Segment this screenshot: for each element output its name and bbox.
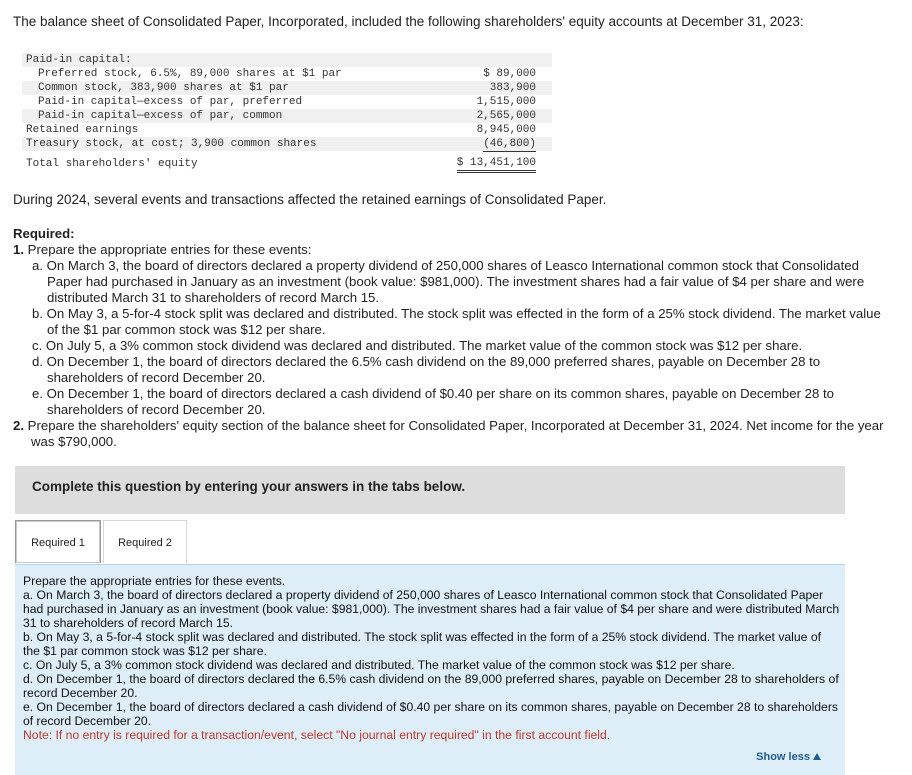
item-number: 2. bbox=[13, 418, 24, 433]
total-row bbox=[22, 155, 552, 173]
paid-in-capital-header: Paid-in capital: bbox=[26, 54, 132, 66]
table-row bbox=[22, 53, 552, 67]
table-row bbox=[22, 67, 552, 81]
panel-intro: Prepare the appropriate entries for these events. bbox=[23, 574, 286, 588]
during-text: During 2024, several events and transactions affected the retained earnings of Consolidated Paper. bbox=[13, 192, 607, 207]
tab-required-1[interactable] bbox=[15, 520, 101, 563]
instructions-banner bbox=[15, 466, 845, 514]
intro-text: The balance sheet of Consolidated Paper, Incorporated, included the following shareholders' equity accounts at December 31, 2023: bbox=[13, 14, 804, 29]
panel-item-c: c. On July 5, a 3% common stock dividend was declared and distributed. The market value of the common stock was $12 per share. bbox=[23, 658, 735, 672]
item-text: Prepare the appropriate entries for these events: bbox=[27, 242, 312, 257]
tab-label: Required 1 bbox=[31, 537, 85, 549]
row-label: Paid-in capital—excess of par, preferred bbox=[38, 96, 303, 108]
balance-sheet-table bbox=[22, 53, 552, 173]
row-amount: 383,900 bbox=[489, 82, 536, 94]
required-item-1 bbox=[13, 242, 893, 258]
panel-content bbox=[23, 574, 841, 742]
row-amount: $ 89,000 bbox=[483, 68, 536, 80]
tab-panel bbox=[15, 564, 845, 775]
panel-note: Note: If no entry is required for a transaction/event, select "No journal entry required" in the first account field. bbox=[23, 728, 611, 742]
table-row bbox=[22, 95, 552, 109]
required-subitem-a: a. On March 3, the board of directors declared a property dividend of 250,000 shares of Leasco International common stock that Consolidated Paper had purchased in January as an investment (book value: $981,000). The investment shares had a fair value of $4 per share and were distributed March 31 to shareholders of record March 15. bbox=[32, 258, 865, 305]
row-amount: (46,800) bbox=[483, 138, 536, 150]
show-less-label: Show less bbox=[756, 751, 810, 763]
caret-up-icon bbox=[813, 753, 821, 760]
panel-item-e: e. On December 1, the board of directors declared a cash dividend of $0.40 per share on its common shares, payable on December 28 to shareholders of record December 20. bbox=[23, 700, 838, 728]
total-amount: $ 13,451,100 bbox=[457, 156, 536, 173]
tab-label: Required 2 bbox=[118, 537, 172, 549]
table-row bbox=[22, 137, 552, 151]
table-row bbox=[22, 109, 552, 123]
panel-item-d: d. On December 1, the board of directors declared the 6.5% cash dividend on the 89,000 preferred shares, payable on December 28 to shareholders of record December 20. bbox=[23, 672, 839, 700]
show-less-link[interactable] bbox=[756, 751, 821, 763]
table-row bbox=[22, 123, 552, 137]
row-amount: 8,945,000 bbox=[476, 124, 536, 136]
row-label: Retained earnings bbox=[26, 124, 139, 136]
required-subitem-c: c. On July 5, a 3% common stock dividend was declared and distributed. The market value of the common stock was $12 per share. bbox=[32, 338, 803, 353]
total-label: Total shareholders' equity bbox=[26, 158, 198, 170]
item-number: 1. bbox=[13, 242, 24, 257]
row-amount: 1,515,000 bbox=[476, 96, 536, 108]
required-section bbox=[13, 226, 893, 450]
row-label: Preferred stock, 6.5%, 89,000 shares at $1 par bbox=[38, 68, 342, 80]
required-item-2 bbox=[13, 418, 893, 450]
item-text: Prepare the shareholders' equity section of the balance sheet for Consolidated Paper, Incorporated at December 31, 2024. Net income for the year was $790,000. bbox=[27, 418, 884, 449]
row-label: Paid-in capital—excess of par, common bbox=[38, 110, 283, 122]
tab-required-2[interactable] bbox=[103, 520, 187, 563]
banner-text: Complete this question by entering your answers in the tabs below. bbox=[32, 479, 466, 494]
row-amount: 2,565,000 bbox=[476, 110, 536, 122]
table-row bbox=[22, 81, 552, 95]
required-heading: Required: bbox=[13, 226, 75, 241]
required-subitem-e: e. On December 1, the board of directors declared a cash dividend of $0.40 per share on its common shares, payable on December 28 to shareholders of record December 20. bbox=[32, 386, 834, 417]
required-subitem-b: b. On May 3, a 5-for-4 stock split was declared and distributed. The stock split was effected in the form of a 25% stock dividend. The market value of the $1 par common stock was $12 per share. bbox=[32, 306, 881, 337]
required-subitem-d: d. On December 1, the board of directors declared the 6.5% cash dividend on the 89,000 preferred shares, payable on December 28 to shareholders of record December 20. bbox=[32, 354, 821, 385]
panel-item-a: a. On March 3, the board of directors declared a property dividend of 250,000 shares of Leasco International common stock that Consolidated Paper had purchased in January as an investment (book value: $981,000). The investment shares had a fair value of $4 per share and were distributed March 31 to shareholders of record March 15. bbox=[23, 588, 840, 630]
row-label: Treasury stock, at cost; 3,900 common shares bbox=[26, 138, 317, 150]
panel-item-b: b. On May 3, a 5-for-4 stock split was declared and distributed. The stock split was effected in the form of a 25% stock dividend. The market value of the $1 par common stock was $12 per share. bbox=[23, 630, 822, 658]
row-label: Common stock, 383,900 shares at $1 par bbox=[38, 82, 289, 94]
